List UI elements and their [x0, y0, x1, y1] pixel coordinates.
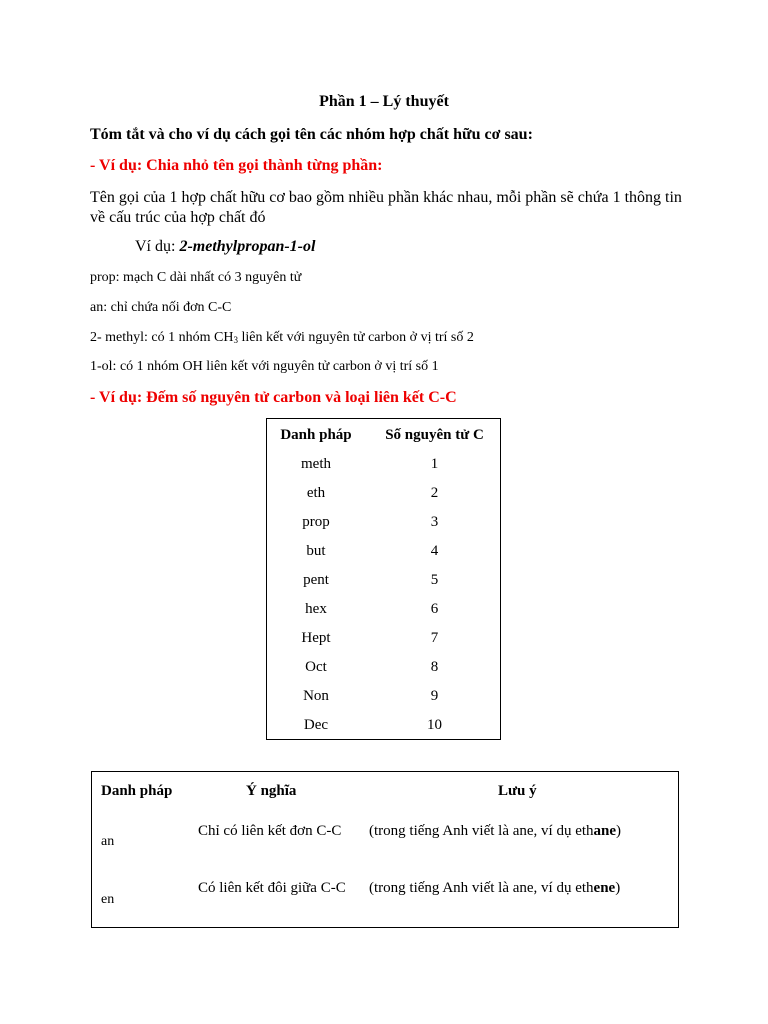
- prefix-cell: hex: [305, 601, 327, 617]
- count-cell: 3: [430, 514, 439, 530]
- page-subtitle: Tóm tắt và cho ví dụ cách gọi tên các nhóm hợp chất hữu cơ sau:: [90, 126, 533, 143]
- carbon-count-table: [266, 418, 501, 740]
- line-prop: prop: mạch C dài nhất có 3 nguyên tử: [90, 270, 302, 285]
- note-close: ): [615, 880, 621, 896]
- table-row: [267, 630, 500, 659]
- note-text: (trong tiếng Anh viết là ane, ví dụ eth: [369, 823, 594, 839]
- count-cell: 9: [430, 688, 439, 704]
- subscript-3: 3: [233, 335, 238, 345]
- count-cell: 1: [430, 456, 439, 472]
- table-row: [267, 485, 500, 514]
- suffix-note-cell: [369, 879, 669, 898]
- prefix-cell: but: [306, 543, 326, 559]
- table-row: [267, 717, 500, 746]
- count-cell: 6: [430, 601, 439, 617]
- section1-heading: - Ví dụ: Chia nhỏ tên gọi thành từng phần:: [90, 157, 383, 174]
- example-label: Ví dụ:: [135, 238, 180, 255]
- suffix-meaning-cell: Có liên kết đôi giữa C-C: [198, 880, 346, 896]
- prefix-cell: prop: [302, 514, 330, 530]
- suffix-meaning-cell: Chỉ có liên kết đơn C-C: [198, 823, 342, 839]
- prefix-cell: eth: [306, 485, 326, 501]
- count-cell: 8: [430, 659, 439, 675]
- note-bold-suffix: ene: [593, 880, 616, 896]
- count-cell: 2: [430, 485, 439, 501]
- meaning-table-header-note: Lưu ý: [498, 783, 537, 799]
- prefix-cell: Non: [303, 688, 329, 704]
- note-text: (trong tiếng Anh viết là ane, ví dụ eth: [369, 880, 594, 896]
- carbon-table-header-name: Danh pháp: [280, 427, 352, 443]
- count-cell: 5: [430, 572, 439, 588]
- suffix-name-cell: an: [101, 834, 115, 849]
- suffix-note-cell: [369, 822, 669, 841]
- example-name: 2-methylpropan-1-ol: [179, 238, 316, 255]
- line-methyl: [90, 330, 474, 346]
- table-row: [267, 456, 500, 485]
- count-cell: 7: [430, 630, 439, 646]
- prefix-cell: Oct: [305, 659, 327, 675]
- line-an: an: chỉ chứa nối đơn C-C: [90, 300, 232, 315]
- meaning-table-header-meaning: Ý nghĩa: [246, 783, 297, 799]
- prefix-cell: Dec: [303, 717, 329, 733]
- note-close: ): [616, 823, 622, 839]
- table-row: [267, 601, 500, 630]
- table-row: [267, 572, 500, 601]
- suffix-meaning-table: [91, 771, 679, 928]
- count-cell: 4: [430, 543, 439, 559]
- line-methyl-rest: liên kết với nguyên tử carbon ở vị trí số 2: [238, 330, 474, 345]
- count-cell: 10: [427, 717, 442, 733]
- table-row: [267, 514, 500, 543]
- note-bold-suffix: ane: [593, 823, 617, 839]
- table-row: [267, 688, 500, 717]
- line-methyl-text: 2- methyl: có 1 nhóm CH: [90, 330, 234, 345]
- prefix-cell: Hept: [301, 630, 331, 646]
- suffix-name-cell: en: [101, 892, 115, 907]
- carbon-table-header-count: Số nguyên tử C: [385, 427, 484, 443]
- prefix-cell: meth: [301, 456, 331, 472]
- table-row: [267, 543, 500, 572]
- table-row: [267, 659, 500, 688]
- meaning-table-header-name: Danh pháp: [101, 783, 173, 799]
- example-line: [135, 238, 315, 256]
- page-title: Phần 1 – Lý thuyết: [319, 93, 449, 110]
- intro-paragraph: Tên gọi của 1 hợp chất hữu cơ bao gồm nhiều phần khác nhau, mỗi phần sẽ chứa 1 thông tin về cấu trúc của hợp chất đó: [90, 189, 682, 226]
- section2-heading: - Ví dụ: Đếm số nguyên tử carbon và loại liên kết C-C: [90, 389, 457, 406]
- prefix-cell: pent: [303, 572, 329, 588]
- line-ol: 1-ol: có 1 nhóm OH liên kết với nguyên tử carbon ở vị trí số 1: [90, 359, 439, 374]
